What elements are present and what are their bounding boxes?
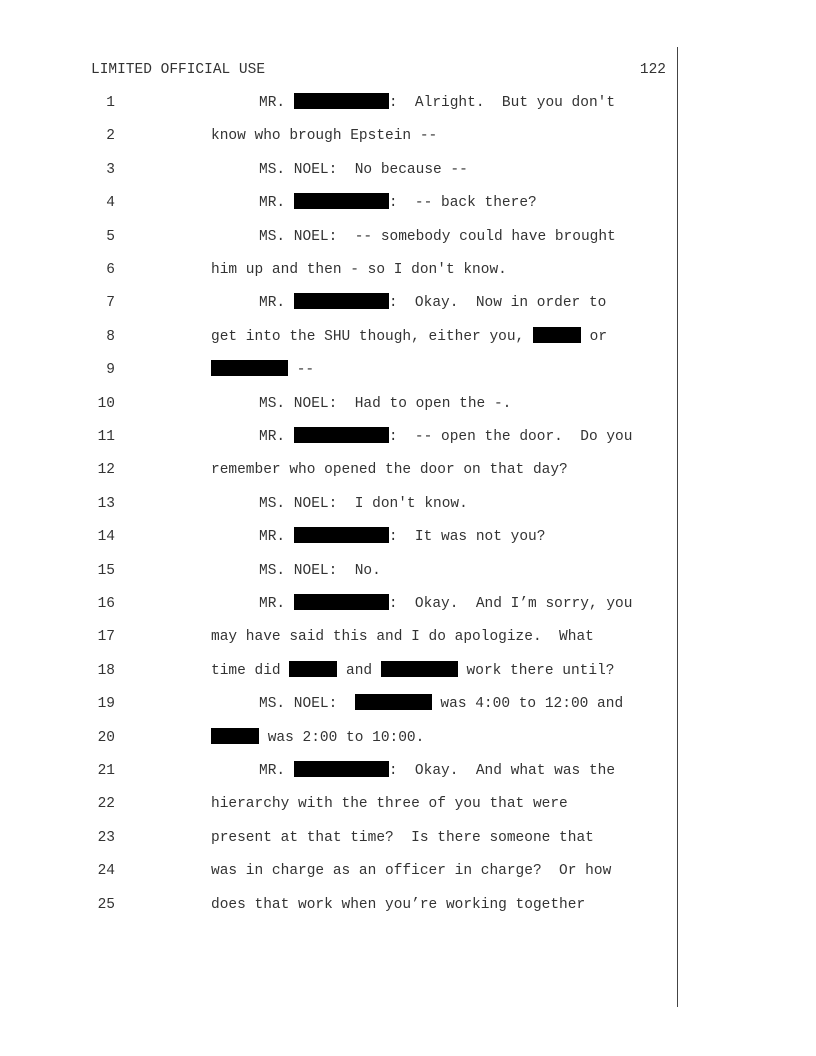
redaction-box (211, 360, 288, 376)
line-text (259, 594, 632, 614)
redaction-box (533, 327, 581, 343)
transcript-line (0, 160, 700, 193)
line-text (259, 694, 623, 714)
line-number: 16 (97, 596, 115, 612)
line-number: 18 (97, 662, 115, 679)
line-text-segment: : Okay. And what was the (388, 763, 616, 779)
line-text-segment: MS. NOEL: No. (259, 562, 381, 579)
transcript-line (0, 895, 700, 928)
redaction-box (294, 427, 389, 443)
line-text-segment: : Okay. Now in order to (388, 295, 607, 312)
line-text-segment: was 2:00 to 10:00. (259, 729, 425, 746)
line-text (211, 661, 614, 681)
line-number: 25 (97, 896, 115, 913)
line-number: 2 (106, 128, 115, 145)
line-number: 11 (97, 429, 115, 445)
redaction-box (355, 694, 432, 710)
transcript-line (0, 93, 700, 126)
line-text (259, 427, 632, 447)
line-number: 20 (97, 729, 115, 746)
transcript-line (0, 293, 700, 326)
redaction-box (289, 661, 337, 677)
redaction-box (294, 193, 389, 209)
transcript-line (0, 761, 700, 794)
line-number: 23 (97, 829, 115, 846)
transcript-line (0, 828, 700, 861)
line-text-segment: get into the SHU though, either you, (211, 328, 533, 345)
line-text-segment: MR. (259, 95, 294, 111)
line-text-segment: work there until? (457, 662, 615, 679)
transcript-line (0, 126, 700, 159)
page-number: 122 (639, 62, 666, 78)
line-text (259, 293, 606, 313)
line-number: 8 (106, 328, 115, 345)
transcript-line (0, 728, 700, 761)
line-text (259, 160, 468, 180)
line-text-segment: does that work when you’re working together (211, 896, 586, 913)
line-text-segment: MR. (259, 429, 294, 445)
line-text (211, 895, 585, 915)
line-text (211, 794, 568, 814)
line-text-segment: MR. (259, 195, 294, 212)
line-text (259, 394, 511, 414)
line-text (211, 728, 424, 748)
line-text (211, 260, 507, 280)
transcript-line (0, 227, 700, 260)
redaction-box (381, 661, 458, 677)
line-number: 22 (97, 796, 115, 813)
transcript-line (0, 527, 700, 560)
redaction-box (294, 761, 389, 777)
transcript-line (0, 561, 700, 594)
line-number: 10 (97, 395, 115, 412)
line-number: 19 (97, 696, 115, 713)
line-number: 7 (106, 295, 115, 312)
line-number: 1 (106, 95, 115, 111)
transcript-line (0, 661, 700, 694)
redaction-box (294, 594, 389, 610)
line-text (259, 227, 616, 247)
transcript-line (0, 694, 700, 727)
line-text-segment: : Okay. And I’m sorry, you (388, 596, 633, 612)
line-number: 17 (97, 629, 115, 646)
line-text-segment: was in charge as an officer in charge? Or how (211, 863, 612, 880)
line-number: 4 (106, 195, 115, 212)
line-text-segment: or (580, 328, 608, 345)
transcript-line (0, 861, 700, 894)
line-text-segment: hierarchy with the three of you that were (211, 796, 568, 813)
line-number: 6 (106, 262, 115, 278)
line-text (259, 761, 615, 781)
line-text-segment: : -- open the door. Do you (388, 429, 633, 445)
line-text-segment: know who brough Epstein -- (211, 128, 438, 145)
line-number: 15 (97, 562, 115, 579)
line-text-segment: and (337, 662, 381, 679)
transcript-line (0, 193, 700, 226)
line-number: 24 (97, 863, 115, 880)
transcript-line (0, 260, 700, 293)
line-text (211, 126, 437, 146)
line-text-segment: MS. NOEL: No because -- (259, 161, 468, 178)
line-number: 3 (106, 161, 115, 178)
transcript-line (0, 494, 700, 527)
transcript-line (0, 394, 700, 427)
line-text-segment: : Alright. But you don't (388, 95, 616, 111)
line-text-segment: remember who opened the door on that day? (211, 462, 568, 479)
line-number: 5 (106, 228, 115, 245)
line-text-segment: MS. NOEL: Had to open the -. (259, 395, 512, 412)
line-text-segment: : -- back there? (388, 195, 537, 212)
line-text-segment: time did (211, 662, 290, 679)
redaction-box (294, 527, 389, 543)
line-text (211, 627, 594, 647)
line-text (211, 460, 568, 480)
line-text-segment: MS. NOEL: -- somebody could have brought (259, 228, 616, 245)
line-text-segment: : It was not you? (388, 529, 546, 546)
line-text (259, 527, 545, 547)
redaction-box (294, 93, 389, 109)
line-text-segment: MS. NOEL: (259, 696, 355, 713)
line-text (211, 327, 607, 347)
transcript-line (0, 360, 700, 393)
line-text (259, 494, 468, 514)
line-number: 9 (106, 362, 115, 379)
transcript-line (0, 627, 700, 660)
transcript-line (0, 594, 700, 627)
line-text-segment: was 4:00 to 12:00 and (431, 696, 624, 713)
line-text (259, 93, 615, 113)
line-text-segment: MS. NOEL: I don't know. (259, 495, 468, 512)
transcript-line (0, 427, 700, 460)
line-text-segment: MR. (259, 529, 294, 546)
line-text-segment: MR. (259, 295, 294, 312)
redaction-box (211, 728, 259, 744)
line-text (259, 561, 381, 581)
line-text-segment: may have said this and I do apologize. What (211, 629, 594, 646)
transcript-line (0, 460, 700, 493)
line-number: 13 (97, 495, 115, 512)
line-text (211, 360, 314, 380)
transcript-line (0, 794, 700, 827)
line-text-segment: MR. (259, 596, 294, 612)
line-text-segment: him up and then - so I don't know. (211, 262, 507, 278)
line-text-segment: MR. (259, 763, 294, 779)
redaction-box (294, 293, 389, 309)
line-number: 21 (97, 763, 115, 779)
line-text-segment: -- (288, 362, 315, 379)
line-text (211, 828, 594, 848)
line-text (259, 193, 537, 213)
classification-header: LIMITED OFFICIAL USE (91, 62, 266, 78)
line-number: 14 (97, 529, 115, 546)
transcript-line (0, 327, 700, 360)
line-text-segment: present at that time? Is there someone that (211, 829, 594, 846)
line-text (211, 861, 611, 881)
line-number: 12 (97, 462, 115, 479)
